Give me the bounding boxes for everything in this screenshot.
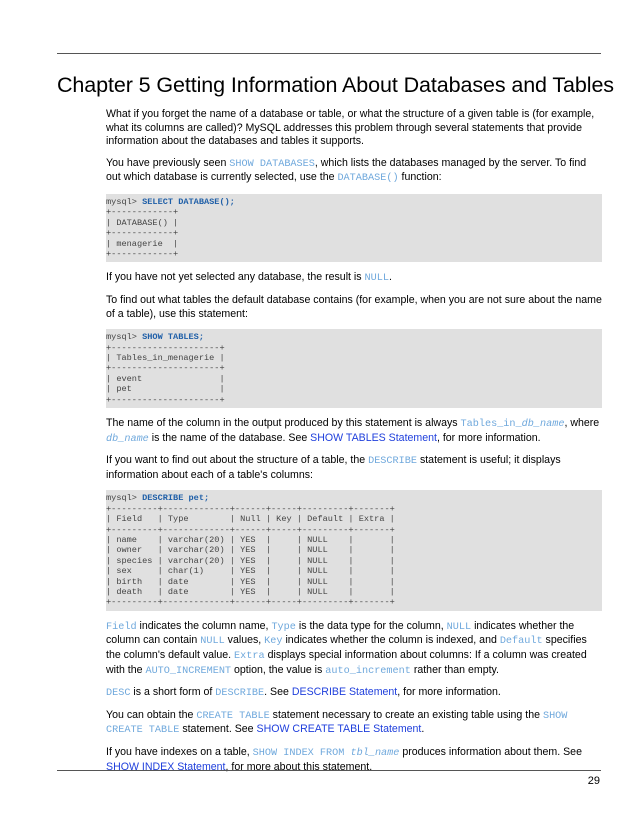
- code-null: NULL: [200, 636, 225, 648]
- text: indicates whether the column can contain: [106, 619, 575, 647]
- code-db-name: [106, 434, 149, 445]
- link-show-index-statement[interactable]: SHOW INDEX Statement: [106, 760, 226, 773]
- footer-rule: [57, 770, 601, 771]
- code-desc: DESC: [106, 688, 131, 700]
- header-rule: [57, 53, 601, 54]
- code-extra: Extra: [234, 651, 265, 663]
- link-show-create-table-statement[interactable]: SHOW CREATE TABLE Statement: [256, 723, 422, 736]
- text: is a short form of: [130, 686, 216, 699]
- sql-command: SELECT DATABASE();: [142, 196, 235, 207]
- sql-command: SHOW TABLES;: [142, 332, 204, 343]
- text: . See: [264, 686, 292, 699]
- code-default: Default: [499, 636, 543, 648]
- code-placeholder: db_name: [106, 433, 149, 445]
- describe-intro-paragraph: [106, 454, 602, 482]
- text: statement necessary to create an existing table using the: [269, 708, 543, 721]
- text: You have previously seen: [106, 156, 230, 169]
- text: , for more information.: [397, 686, 501, 699]
- mysql-prompt: mysql>: [106, 493, 143, 504]
- link-show-tables-statement[interactable]: SHOW TABLES Statement: [310, 431, 437, 444]
- code-block-describe-pet: [106, 490, 602, 610]
- code-show-create-table: SHOW CREATE TABLE: [106, 710, 568, 737]
- text: .: [389, 271, 392, 284]
- text: indicates whether the column is indexed, and: [282, 634, 500, 647]
- mysql-prompt: mysql>: [106, 332, 143, 343]
- text: If you have indexes on a table,: [106, 746, 253, 759]
- text: .: [421, 723, 425, 736]
- code-auto-increment-lower: auto_increment: [325, 665, 411, 677]
- text: is the name of the database. See: [148, 431, 311, 444]
- chapter-body: [106, 108, 602, 782]
- code-block-show-tables: [106, 329, 602, 408]
- text: displays special information about columns: If a column was created with the: [106, 649, 587, 676]
- null-result-paragraph: [106, 271, 602, 286]
- create-table-paragraph: [106, 709, 602, 738]
- code-placeholder: db_name: [521, 419, 565, 431]
- code-describe: DESCRIBE: [215, 688, 265, 700]
- text: The name of the column in the output produced by this statement is always: [106, 417, 461, 430]
- desc-paragraph: [106, 686, 602, 701]
- code-null: NULL: [364, 273, 389, 285]
- text: produces information about them. See: [399, 746, 582, 759]
- text: function:: [398, 171, 442, 184]
- code-prefix: SHOW INDEX FROM: [252, 748, 351, 760]
- code-field: Field: [106, 621, 137, 633]
- page-number: 29: [587, 775, 600, 787]
- link-describe-statement[interactable]: DESCRIBE Statement: [291, 686, 398, 699]
- code-show-databases: SHOW DATABASES: [229, 158, 315, 170]
- code-key: Key: [264, 636, 283, 648]
- code-block-select-database: [106, 194, 602, 262]
- query-output: +---------+-------------+------+-----+---------+-------+ | Field | Type | Null | Key | Default | Extra | +---------+-------------+------+-----+---------+-------+ | name | varchar(20) | YES | | NULL | | | owner | varchar(20) | YES | | NULL | | | species | varchar(20) | YES | | NULL | | | sex | char(1) | YES | | NULL | | | birth | date | YES | | NULL | | | death | date | YES | | NULL | | +---------+-------------+------+-----+---------+-------+: [106, 503, 395, 608]
- query-output: +---------------------+ | Tables_in_menagerie | +---------------------+ | event | | pet | +---------------------+: [106, 342, 225, 405]
- tables-column-paragraph: [106, 417, 602, 446]
- show-tables-intro-paragraph: To find out what tables the default database contains (for example, when you are not sure about the name of a table), use this statement:: [106, 294, 602, 320]
- text: option, the value is: [231, 663, 326, 676]
- chapter-title: Chapter 5 Getting Information About Databases and Tables: [57, 73, 614, 97]
- code-auto-increment-upper: AUTO_INCREMENT: [145, 665, 232, 677]
- text: , which lists the databases managed by the server. To find out which database is currently selected, use the: [106, 156, 587, 184]
- text: If you have not yet selected any database, the result is: [106, 271, 365, 284]
- text: specifies the column's default value.: [106, 634, 587, 662]
- code-describe: DESCRIBE: [368, 456, 417, 468]
- text: , where: [564, 417, 600, 430]
- text: statement. See: [179, 723, 257, 736]
- code-show-index-from: [253, 748, 400, 759]
- text: If you want to find out about the structure of a table, the: [106, 454, 369, 467]
- code-tables-in: [461, 419, 565, 430]
- code-placeholder: tbl_name: [350, 748, 400, 760]
- intro-paragraph: What if you forget the name of a database or table, or what the structure of a given table is (for example, what its columns are called)? MySQL addresses this problem through several statements that provide information about the databases and tables it supports.: [106, 108, 595, 148]
- code-null: NULL: [446, 621, 472, 633]
- text: values,: [224, 634, 265, 647]
- text: rather than empty.: [410, 663, 500, 676]
- text: statement is useful; it displays information about each of a table's columns:: [106, 454, 561, 481]
- code-type: Type: [271, 621, 296, 633]
- text: You can obtain the: [106, 708, 197, 721]
- code-database-function: DATABASE(): [337, 173, 399, 185]
- query-output: +------------+ | DATABASE() | +------------+ | menagerie | +------------+: [106, 207, 179, 259]
- sql-command: DESCRIBE pet;: [142, 493, 210, 504]
- code-create-table: CREATE TABLE: [196, 710, 270, 722]
- code-prefix: Tables_in_: [460, 419, 522, 431]
- text: , for more about this statement.: [225, 760, 373, 773]
- show-databases-paragraph: [106, 157, 602, 186]
- text: indicates the column name,: [136, 619, 272, 632]
- columns-explanation-paragraph: [106, 620, 602, 678]
- text: , for more information.: [436, 431, 541, 444]
- text: is the data type for the column,: [295, 619, 447, 632]
- mysql-prompt: mysql>: [106, 196, 143, 207]
